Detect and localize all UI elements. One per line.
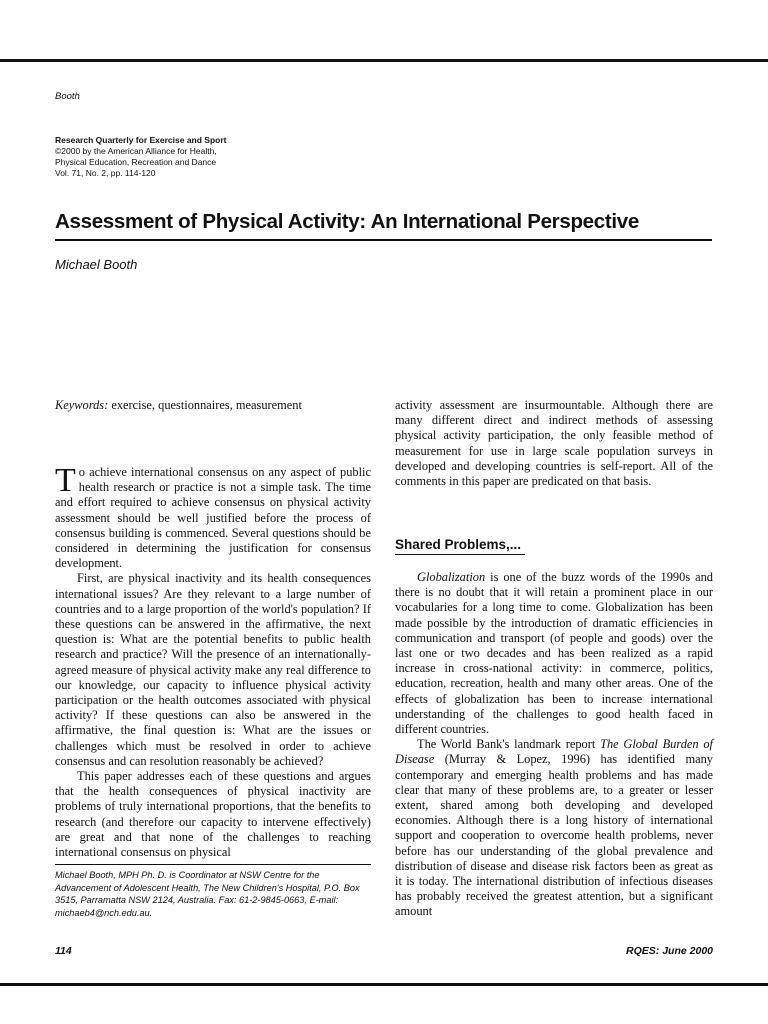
journal-copyright-2: Physical Education, Recreation and Dance xyxy=(55,157,217,167)
body-right-paragraph-3-b: (Murray & Lopez, 1996) has identified many contemporary and emerging health problems and has made clear that many of these problems are, to a greater or lesser extent, shared among both developing and developed economies. Although there is a long history of international support and cooperation to overcome health problems, never before has our understanding of the global prevalence and distribution of disease and disease risk factors been as great as it is today. The international distribution of infectious diseases has probably received the greatest attention, but a significant amount xyxy=(395,752,713,919)
keywords-terms: exercise, questionnaires, measurement xyxy=(111,398,302,412)
top-rule xyxy=(0,59,768,62)
report-title: The Global Burden of Disease xyxy=(395,737,713,767)
author-footnote: Michael Booth, MPH Ph. D. is Coordinator at NSW Centre for the Advancement of Adolescent Health, The New Children's Hospital, P.O. Box 3515, Parramatta NSW 2124, Australia. Fax: 61-2-9845-0663, E-mail: michaeb4@nch.edu.au. xyxy=(55,870,360,918)
running-head: Booth xyxy=(55,91,80,102)
journal-date: RQES: June 2000 xyxy=(626,945,713,957)
body-right-paragraph-2-text: is one of the buzz words of the 1990s and there is no doubt that it will retain a prominent place in our vocabularies for a long time to come. Globalization has been made possible by the introduction of dramatic efficiencies in communication and transport (of people and goods) over the last one or two decades and has been realized as a rapid increase in cross-national activity: in commerce, politics, education, recreation, health and many other areas. One of the effects of globalization has been to increase international understanding of the challenges to good health faced in different countries. xyxy=(395,570,713,737)
drop-cap: T xyxy=(55,462,76,499)
section-heading: Shared Problems,... xyxy=(395,537,525,555)
journal-copyright: ©2000 by the American Alliance for Health, xyxy=(55,146,217,156)
body-paragraph-1 xyxy=(55,462,371,571)
page-number: 114 xyxy=(55,945,72,957)
keywords xyxy=(55,398,371,413)
journal-info xyxy=(55,135,227,179)
body-paragraph-1-text: o achieve international consensus on any aspect of public health research or practice is not a simple task. The time and effort required to achieve consensus on physical activity assessment should be well justified before the process of consensus building is commenced. Several questions should be considered in determining the justification for consensus development. xyxy=(55,465,371,571)
body-right-paragraph-3 xyxy=(395,737,713,919)
body-right-paragraph-2 xyxy=(395,570,713,737)
title-rule xyxy=(55,239,712,241)
body-paragraph-2: First, are physical inactivity and its health consequences international issues? Are they relevant to a large number of countries and to a large proportion of the world's population? If these questions can be answered in the affirmative, the next question is: What are the potential benefits to public health research and practice? Will the presence of an internationally-agreed measure of physical activity make any real difference to our knowledge, our capacity to influence physical activity participation or the health outcomes associated with physical activity? If these questions can also be answered in the affirmative, the final question is: What are the issues or challenges which must be resolved in order to achieve consensus and can resolution reasonably be achieved? xyxy=(55,571,371,768)
journal-volume: Vol. 71, No. 2, pp. 114-120 xyxy=(55,168,156,178)
body-paragraph-3: This paper addresses each of these questions and argues that the health consequences of physical inactivity are problems of truly international proportions, that the benefits to research (and therefore our capacity to intervene effectively) are great and that none of the challenges to reaching international consensus on physical xyxy=(55,769,371,860)
keywords-label: Keywords: xyxy=(55,398,109,412)
footnote-rule xyxy=(55,864,371,865)
body-left-column xyxy=(55,462,371,860)
body-right-paragraph-3-a: The World Bank's landmark report xyxy=(417,737,596,752)
body-right-column-bottom xyxy=(395,570,713,920)
globalization-term: Globalization xyxy=(417,570,486,584)
body-right-paragraph-1: activity assessment are insurmountable. Although there are many different direct and indirect methods of assessing physical activity participation, the only feasible method of measurement for use in large scale population surveys in developed and developing countries is self-report. All of the comments in this paper are predicated on that basis. xyxy=(395,398,713,489)
journal-name: Research Quarterly for Exercise and Sport xyxy=(55,135,227,145)
article-author: Michael Booth xyxy=(55,257,138,272)
body-right-column-top xyxy=(395,398,713,489)
article-title: Assessment of Physical Activity: An International Perspective xyxy=(55,210,639,233)
bottom-rule xyxy=(0,983,768,986)
